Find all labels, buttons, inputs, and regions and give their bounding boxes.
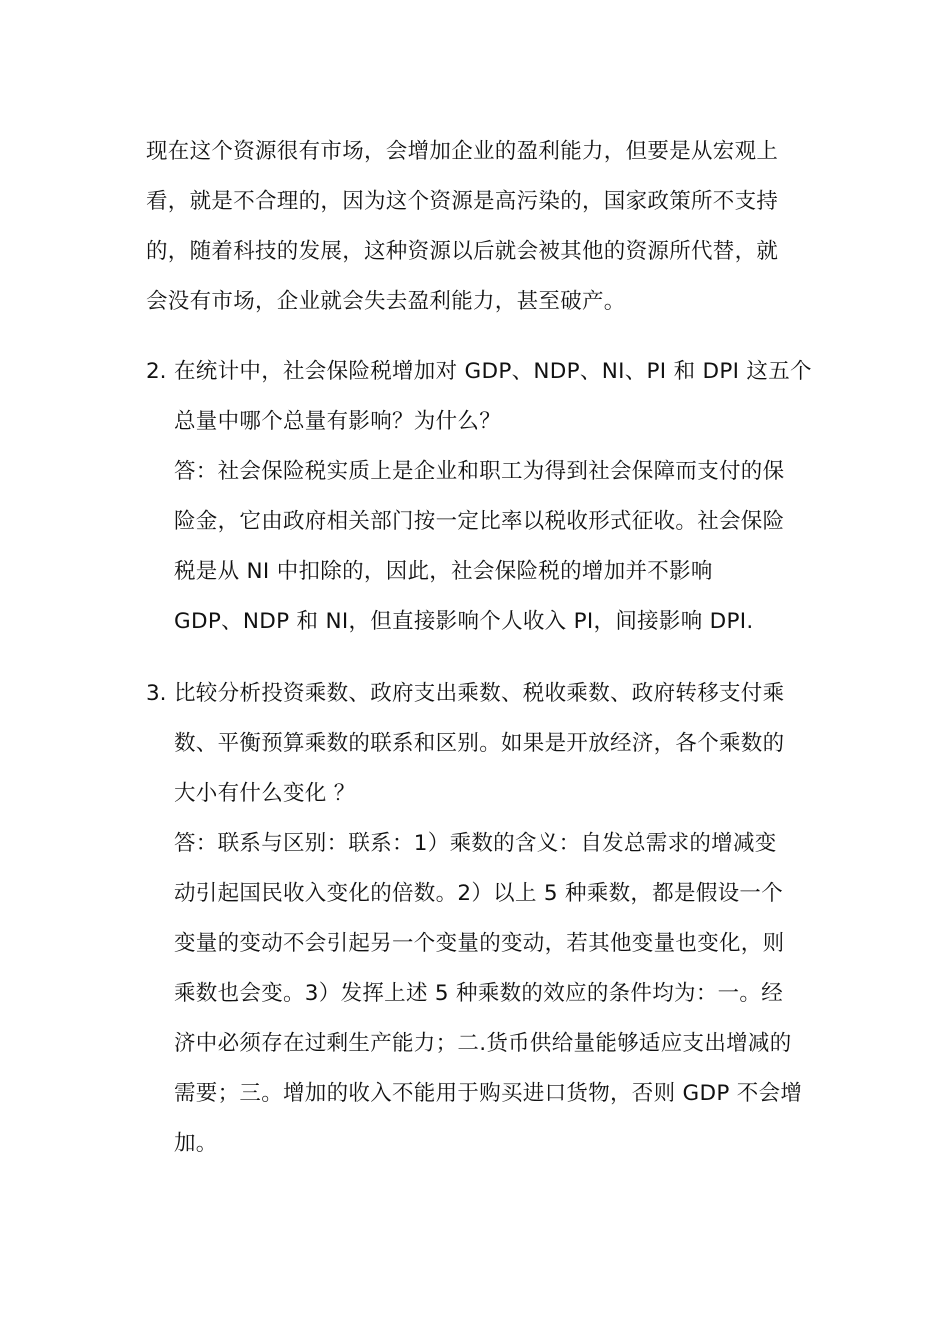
- q2-answer-line-3: 税是从 NI 中扣除的，因此，社会保险税的增加并不影响: [174, 559, 713, 584]
- q2-question-line-1: 在统计中，社会保险税增加对 GDP、NDP、NI、PI 和 DPI 这五个: [174, 359, 812, 384]
- q3-question-line-3: 大小有什么变化 ？: [174, 781, 356, 806]
- q3-answer-line-1: 答：联系与区别：联系：1）乘数的含义：自发总需求的增减变: [174, 831, 777, 856]
- q2-question-line-2: 总量中哪个总量有影响？为什么？: [174, 409, 502, 434]
- q3-answer-line-4: 乘数也会变。3）发挥上述 5 种乘数的效应的条件均为：一。经: [174, 981, 784, 1006]
- q3-number: 3.: [146, 681, 167, 706]
- intro-line-3: 的，随着科技的发展，这种资源以后就会被其他的资源所代替，就: [146, 239, 779, 264]
- q3-question-line-1: 比较分析投资乘数、政府支出乘数、税收乘数、政府转移支付乘: [174, 681, 785, 706]
- q3-answer-line-6: 需要；三。增加的收入不能用于购买进口货物，否则 GDP 不会增: [174, 1081, 803, 1106]
- intro-line-4: 会没有市场，企业就会失去盈利能力，甚至破产。: [146, 289, 626, 314]
- q2-number: 2.: [146, 359, 167, 384]
- intro-line-1: 现在这个资源很有市场，会增加企业的盈利能力，但要是从宏观上: [146, 139, 779, 164]
- q2-answer-line-1: 答：社会保险税实质上是企业和职工为得到社会保障而支付的保: [174, 459, 785, 484]
- q3-question-line-2: 数、平衡预算乘数的联系和区别。如果是开放经济，各个乘数的: [174, 731, 785, 756]
- q3-answer-line-3: 变量的变动不会引起另一个变量的变动，若其他变量也变化，则: [174, 931, 785, 956]
- q2-answer-line-4: GDP、NDP 和 NI，但直接影响个人收入 PI，间接影响 DPI.: [174, 609, 754, 634]
- q2-answer-line-2: 险金，它由政府相关部门按一定比率以税收形式征收。社会保险: [174, 509, 785, 534]
- q3-answer-line-2: 动引起国民收入变化的倍数。2）以上 5 种乘数，都是假设一个: [174, 881, 784, 906]
- q3-answer-line-7: 加。: [174, 1131, 218, 1156]
- intro-line-2: 看，就是不合理的，因为这个资源是高污染的，国家政策所不支持: [146, 189, 779, 214]
- q3-answer-line-5: 济中必须存在过剩生产能力；二.货币供给量能够适应支出增减的: [174, 1031, 792, 1056]
